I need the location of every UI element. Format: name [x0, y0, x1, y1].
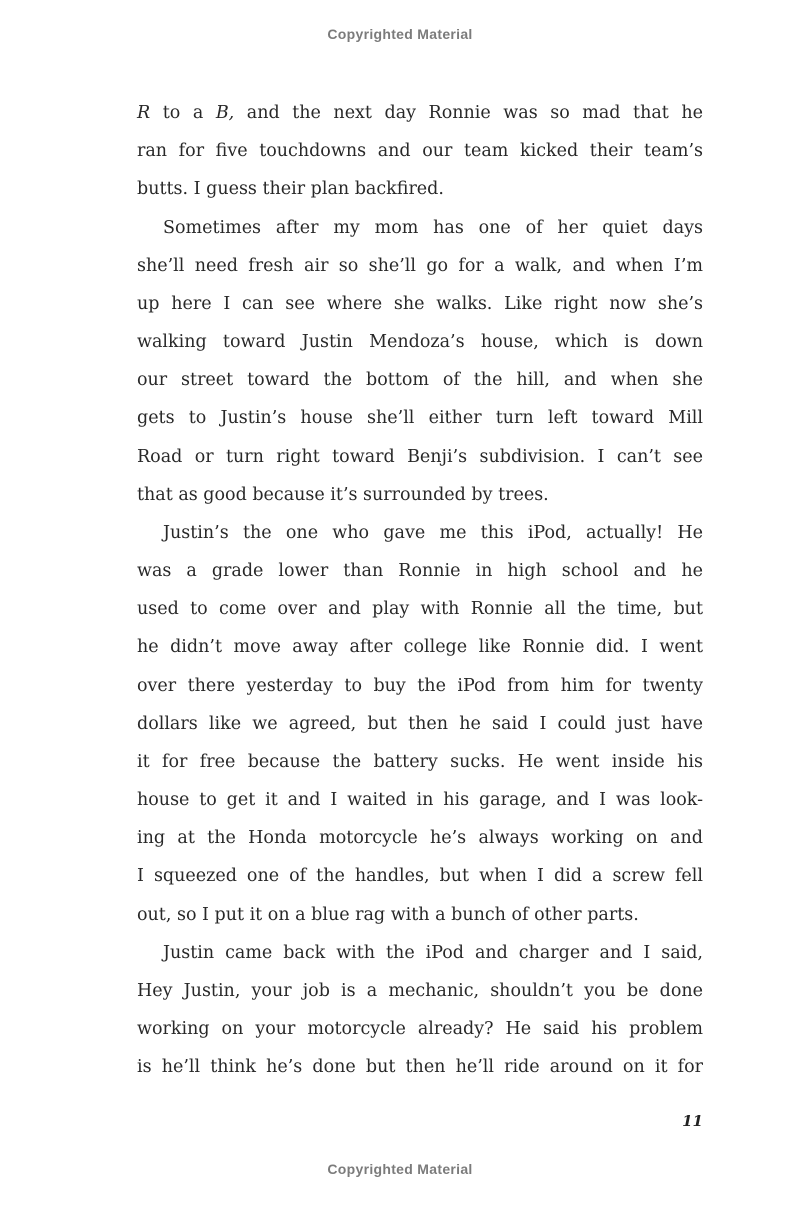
text-line: Sometimes after my mom has one of her quiet days [163, 217, 703, 238]
text-line: dollars like we agreed, but then he said I could just have [137, 713, 703, 734]
text-line: up here I can see where she walks. Like right now she’s [137, 293, 703, 314]
text-line: gets to Justin’s house she’ll either turn left toward Mill [137, 408, 703, 429]
text-line: Justin came back with the iPod and charger and I said, [163, 942, 703, 963]
text-line: he didn’t move away after college like Ronnie did. I went [137, 637, 703, 658]
text-line: Road or turn right toward Benji’s subdivision. I can’t see [137, 446, 703, 467]
page-text [137, 94, 703, 1086]
text-line: out, so I put it on a blue rag with a bunch of other parts. [137, 904, 639, 925]
text-line: walking toward Justin Mendoza’s house, which is down [137, 332, 703, 353]
text-line: Justin’s the one who gave me this iPod, actually! He [163, 522, 703, 543]
text-line: house to get it and I waited in his garage, and I was look- [137, 790, 703, 811]
text-line: our street toward the bottom of the hill, and when she [137, 370, 703, 391]
text-line: she’ll need fresh air so she’ll go for a walk, and when I’m [137, 255, 703, 276]
text-segment: and the next day Ronnie was so mad that he [234, 103, 703, 123]
text-line: it for free because the battery sucks. He went inside his [137, 751, 703, 772]
text-line: is he’ll think he’s done but then he’ll ride around on it for [137, 1057, 703, 1078]
text-line: over there yesterday to buy the iPod from him for twenty [137, 675, 703, 696]
text-line: I squeezed one of the handles, but when I did a screw fell [137, 866, 703, 887]
text-line: Hey Justin, your job is a mechanic, shouldn’t you be done [137, 980, 703, 1001]
copyright-notice-bottom: Copyrighted Material [327, 1161, 473, 1177]
copyright-notice-top: Copyrighted Material [327, 26, 473, 42]
text-line: ing at the Honda motorcycle he’s always working on and [137, 828, 703, 849]
text-line: butts. I guess their plan backfired. [137, 179, 444, 200]
text-line [137, 94, 703, 132]
italic-text-segment: R [137, 103, 151, 123]
text-line: that as good because it’s surrounded by trees. [137, 484, 549, 505]
text-segment: to a [150, 103, 216, 123]
text-line: ran for five touchdowns and our team kicked their team’s [137, 141, 703, 162]
text-line: used to come over and play with Ronnie all the time, but [137, 599, 703, 620]
text-line: working on your motorcycle already? He said his problem [137, 1019, 703, 1040]
page-number: 11 [682, 1112, 703, 1130]
text-line: was a grade lower than Ronnie in high school and he [137, 561, 703, 582]
italic-text-segment: B, [215, 103, 235, 123]
